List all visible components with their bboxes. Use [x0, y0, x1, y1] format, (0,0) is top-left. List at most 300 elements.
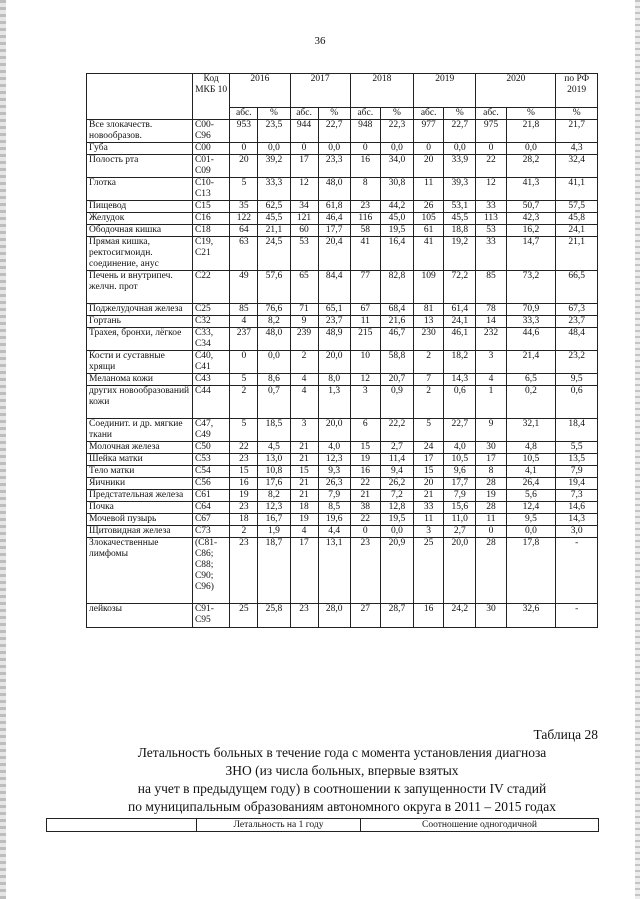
abs-value-cell: 63 [230, 237, 258, 271]
rf-value-cell: 67,3 [556, 304, 598, 316]
pct-value-cell: 20,0 [318, 419, 350, 442]
abs-value-cell: 4 [290, 386, 318, 419]
pct-value-cell: 48,9 [318, 328, 350, 351]
abs-value-cell: 85 [230, 304, 258, 316]
abs-value-cell: 11 [476, 514, 506, 526]
abs-value-cell: 17 [290, 538, 318, 604]
abs-value-cell: 116 [350, 213, 380, 225]
abs-value-cell: 948 [350, 120, 380, 143]
pct-value-cell: 10,8 [258, 466, 290, 478]
icd-code-cell: C67 [192, 514, 229, 526]
abs-value-cell: 15 [230, 466, 258, 478]
abs-value-cell: 19 [476, 490, 506, 502]
pct-value-cell: 23,3 [318, 155, 350, 178]
abs-value-cell: 2 [414, 386, 444, 419]
abs-value-cell: 6 [350, 419, 380, 442]
rf-value-cell: 5,5 [556, 442, 598, 454]
pct-value-cell: 5,6 [506, 490, 556, 502]
pct-value-cell: 10,5 [506, 454, 556, 466]
table-row [87, 538, 598, 604]
rf-value-cell: 66,5 [556, 271, 598, 304]
subheader-pct: % [380, 108, 413, 120]
abs-value-cell: 21 [414, 490, 444, 502]
scan-edge-left [0, 0, 6, 899]
abs-value-cell: 0 [476, 143, 506, 155]
subheader-pct: % [258, 108, 290, 120]
pct-value-cell: 68,4 [380, 304, 413, 316]
abs-value-cell: 23 [230, 538, 258, 604]
abs-value-cell: 21 [290, 478, 318, 490]
site-name-cell: Пищевод [87, 201, 193, 213]
pct-value-cell: 26,2 [380, 478, 413, 490]
icd-code-cell: C54 [192, 466, 229, 478]
pct-value-cell: 4,5 [258, 442, 290, 454]
abs-value-cell: 22 [476, 155, 506, 178]
site-name-cell: лейкозы [87, 604, 193, 628]
pct-value-cell: 4,4 [318, 526, 350, 538]
pct-value-cell: 61,4 [444, 304, 476, 316]
icd-code-cell: C18 [192, 225, 229, 237]
subheader-abs: абс. [476, 108, 506, 120]
pct-value-cell: 41,3 [506, 178, 556, 201]
pct-value-cell: 9,3 [318, 466, 350, 478]
pct-value-cell: 0,0 [380, 143, 413, 155]
pct-value-cell: 26,3 [318, 478, 350, 490]
pct-value-cell: 30,8 [380, 178, 413, 201]
abs-value-cell: 33 [476, 237, 506, 271]
rf-value-cell: 41,1 [556, 178, 598, 201]
pct-value-cell: 0,0 [258, 351, 290, 374]
pct-value-cell: 19,5 [380, 225, 413, 237]
pct-value-cell: 22,7 [444, 419, 476, 442]
site-name-cell: Полость рта [87, 155, 193, 178]
abs-value-cell: 0 [230, 351, 258, 374]
abs-value-cell: 21 [350, 490, 380, 502]
pct-value-cell: 13,1 [318, 538, 350, 604]
pct-value-cell: 62,5 [258, 201, 290, 213]
pct-value-cell: 28,7 [380, 604, 413, 628]
pct-value-cell: 65,1 [318, 304, 350, 316]
abs-value-cell: 5 [230, 178, 258, 201]
rf-value-cell: 18,4 [556, 419, 598, 442]
abs-value-cell: 3 [290, 419, 318, 442]
site-name-cell: Ободочная кишка [87, 225, 193, 237]
pct-value-cell: 45,5 [444, 213, 476, 225]
pct-value-cell: 32,6 [506, 604, 556, 628]
icd-code-cell: C43 [192, 374, 229, 386]
site-name-cell: Прямая кишка, ректосигмоидн. соединение, анус [87, 237, 193, 271]
pct-value-cell: 0,0 [506, 526, 556, 538]
pct-value-cell: 9,5 [506, 514, 556, 526]
abs-value-cell: 18 [290, 502, 318, 514]
abs-value-cell: 23 [350, 538, 380, 604]
pct-value-cell: 4,0 [444, 442, 476, 454]
pct-value-cell: 19,5 [380, 514, 413, 526]
icd-code-cell: C15 [192, 201, 229, 213]
abs-value-cell: 30 [476, 442, 506, 454]
pct-value-cell: 15,6 [444, 502, 476, 514]
icd-code-cell: C47, C49 [192, 419, 229, 442]
pct-value-cell: 25,8 [258, 604, 290, 628]
abs-value-cell: 64 [230, 225, 258, 237]
table-row [87, 502, 598, 514]
abs-value-cell: 13 [414, 316, 444, 328]
abs-value-cell: 38 [350, 502, 380, 514]
abs-value-cell: 16 [414, 604, 444, 628]
abs-value-cell: 17 [476, 454, 506, 466]
pct-value-cell: 18,8 [444, 225, 476, 237]
pct-value-cell: 33,9 [444, 155, 476, 178]
pct-value-cell: 16,4 [380, 237, 413, 271]
pct-value-cell: 45,0 [380, 213, 413, 225]
abs-value-cell: 33 [476, 201, 506, 213]
pct-value-cell: 0,0 [444, 143, 476, 155]
pct-value-cell: 46,4 [318, 213, 350, 225]
abs-value-cell: 20 [414, 478, 444, 490]
pct-value-cell: 33,3 [258, 178, 290, 201]
abs-value-cell: 0 [414, 143, 444, 155]
site-name-cell: Печень и внутрипеч. желчн. прот [87, 271, 193, 304]
pct-value-cell: 42,3 [506, 213, 556, 225]
site-name-cell: Все злокачеств. новообразов. [87, 120, 193, 143]
pct-value-cell: 17,7 [444, 478, 476, 490]
table-row [87, 143, 598, 155]
abs-value-cell: 16 [350, 155, 380, 178]
rf-value-cell: 21,7 [556, 120, 598, 143]
site-name-cell: Яичники [87, 478, 193, 490]
caption-line-3: на учет в предыдущем году) в соотношении к запущенности IV стадий [137, 781, 547, 796]
abs-value-cell: 27 [350, 604, 380, 628]
abs-value-cell: 2 [230, 386, 258, 419]
abs-value-cell: 58 [350, 225, 380, 237]
abs-value-cell: 3 [350, 386, 380, 419]
abs-value-cell: 28 [476, 502, 506, 514]
pct-value-cell: 0,0 [258, 143, 290, 155]
pct-value-cell: 26,4 [506, 478, 556, 490]
abs-value-cell: 14 [476, 316, 506, 328]
rf-value-cell: 23,2 [556, 351, 598, 374]
abs-value-cell: 19 [350, 454, 380, 466]
table-row [87, 374, 598, 386]
year-header-2018: 2018 [350, 74, 413, 108]
table-row [87, 514, 598, 526]
pct-value-cell: 11,4 [380, 454, 413, 466]
abs-value-cell: 19 [230, 490, 258, 502]
icd-code-cell: C00-C96 [192, 120, 229, 143]
year-header-2016: 2016 [230, 74, 290, 108]
abs-value-cell: 0 [350, 526, 380, 538]
rf-value-cell: 14,6 [556, 502, 598, 514]
pct-value-cell: 4,8 [506, 442, 556, 454]
pct-value-cell: 8,2 [258, 490, 290, 502]
pct-value-cell: 20,7 [380, 374, 413, 386]
pct-value-cell: 18,5 [258, 419, 290, 442]
abs-value-cell: 8 [476, 466, 506, 478]
abs-value-cell: 22 [230, 442, 258, 454]
pct-value-cell: 22,7 [318, 120, 350, 143]
abs-value-cell: 1 [476, 386, 506, 419]
abs-value-cell: 215 [350, 328, 380, 351]
abs-value-cell: 239 [290, 328, 318, 351]
abs-value-cell: 15 [350, 442, 380, 454]
abs-value-cell: 53 [476, 225, 506, 237]
abs-value-cell: 41 [350, 237, 380, 271]
site-name-cell: Тело матки [87, 466, 193, 478]
icd-code-cell: C50 [192, 442, 229, 454]
table-row [87, 178, 598, 201]
table-number-label: Таблица 28 [533, 727, 598, 742]
abs-value-cell: 232 [476, 328, 506, 351]
abs-value-cell: 5 [230, 374, 258, 386]
abs-value-cell: 11 [414, 178, 444, 201]
rf-value-cell: - [556, 604, 598, 628]
icd-code-cell: C73 [192, 526, 229, 538]
abs-value-cell: 2 [230, 526, 258, 538]
pct-value-cell: 4,1 [506, 466, 556, 478]
pct-value-cell: 57,6 [258, 271, 290, 304]
pct-value-cell: 0,6 [444, 386, 476, 419]
table-row [87, 304, 598, 316]
icd-code-cell: C25 [192, 304, 229, 316]
site-name-cell: Почка [87, 502, 193, 514]
rf-value-cell: 7,3 [556, 490, 598, 502]
pct-value-cell: 48,0 [318, 178, 350, 201]
abs-value-cell: 0 [350, 143, 380, 155]
abs-value-cell: 22 [350, 478, 380, 490]
abs-value-cell: 953 [230, 120, 258, 143]
abs-value-cell: 5 [414, 419, 444, 442]
table-row [87, 466, 598, 478]
caption-line-1: Летальность больных в течение года с момента установления диагноза [137, 745, 547, 760]
pct-value-cell: 72,2 [444, 271, 476, 304]
page-number: 36 [314, 35, 326, 47]
site-name-cell: Злокачественные лимфомы [87, 538, 193, 604]
rf-value-cell: 4,3 [556, 143, 598, 155]
pct-value-cell: 21,6 [380, 316, 413, 328]
subheader-abs: абс. [414, 108, 444, 120]
abs-value-cell: 21 [290, 490, 318, 502]
pct-value-cell: 19,2 [444, 237, 476, 271]
icd-code-cell: C44 [192, 386, 229, 419]
pct-value-cell: 61,8 [318, 201, 350, 213]
abs-value-cell: 15 [290, 466, 318, 478]
pct-value-cell: 46,1 [444, 328, 476, 351]
abs-value-cell: 20 [230, 155, 258, 178]
icd-code-cell: C33, C34 [192, 328, 229, 351]
icd-code-cell: C10-C13 [192, 178, 229, 201]
pct-value-cell: 73,2 [506, 271, 556, 304]
icd-code-cell: C01-C09 [192, 155, 229, 178]
abs-value-cell: 25 [414, 538, 444, 604]
pct-value-cell: 28,2 [506, 155, 556, 178]
abs-value-cell: 35 [230, 201, 258, 213]
pct-value-cell: 8,0 [318, 374, 350, 386]
abs-value-cell: 28 [476, 538, 506, 604]
pct-value-cell: 18,7 [258, 538, 290, 604]
caption-line-2: ЗНО (из числа больных, впервые взятых [225, 763, 459, 778]
site-name-cell: Желудок [87, 213, 193, 225]
rf-value-cell: 13,5 [556, 454, 598, 466]
pct-value-cell: 21,8 [506, 120, 556, 143]
pct-value-cell: 39,2 [258, 155, 290, 178]
pct-value-cell: 17,8 [506, 538, 556, 604]
rf-2019-header: по РФ 2019 [556, 74, 598, 108]
abs-value-cell: 12 [350, 374, 380, 386]
abs-value-cell: 10 [350, 351, 380, 374]
table-row [87, 478, 598, 490]
abs-value-cell: 33 [414, 502, 444, 514]
pct-value-cell: 23,5 [258, 120, 290, 143]
table-row [87, 225, 598, 237]
rf-value-cell: 7,9 [556, 466, 598, 478]
abs-value-cell: 17 [290, 155, 318, 178]
site-name-cell: Щитовидная железа [87, 526, 193, 538]
abs-value-cell: 21 [290, 442, 318, 454]
pct-value-cell: 16,7 [258, 514, 290, 526]
pct-value-cell: 33,3 [506, 316, 556, 328]
site-name-cell: Соединит. и др. мягкие ткани [87, 419, 193, 442]
pct-value-cell: 14,3 [444, 374, 476, 386]
icd-code-cell: C00 [192, 143, 229, 155]
pct-value-cell: 8,2 [258, 316, 290, 328]
abs-value-cell: 34 [290, 201, 318, 213]
subheader-pct: % [318, 108, 350, 120]
abs-value-cell: 67 [350, 304, 380, 316]
pct-value-cell: 84,4 [318, 271, 350, 304]
year-header-2020: 2020 [476, 74, 556, 108]
pct-value-cell: 20,4 [318, 237, 350, 271]
site-name-cell: Предстательная железа [87, 490, 193, 502]
pct-value-cell: 82,8 [380, 271, 413, 304]
rf-value-cell: 23,7 [556, 316, 598, 328]
abs-value-cell: 4 [290, 374, 318, 386]
scan-edge-right [635, 0, 640, 899]
abs-value-cell: 122 [230, 213, 258, 225]
pct-value-cell: 22,3 [380, 120, 413, 143]
abs-value-cell: 977 [414, 120, 444, 143]
abs-value-cell: 12 [476, 178, 506, 201]
abs-value-cell: 11 [350, 316, 380, 328]
pct-value-cell: 45,5 [258, 213, 290, 225]
rf-value-cell: 9,5 [556, 374, 598, 386]
icd-code-header: Код МКБ 10 [192, 74, 229, 120]
caption-line-4: по муниципальным образованиям автономного округа в 2011 – 2015 годах [127, 799, 556, 814]
empty-header-cell [87, 74, 193, 120]
icd-code-cell: C32 [192, 316, 229, 328]
rf-value-cell: 57,5 [556, 201, 598, 213]
icd-code-cell: (C81-C86; C88; C90; C96) [192, 538, 229, 604]
abs-value-cell: 109 [414, 271, 444, 304]
table-row [87, 526, 598, 538]
abs-value-cell: 0 [230, 143, 258, 155]
pct-value-cell: 24,5 [258, 237, 290, 271]
abs-value-cell: 21 [290, 454, 318, 466]
table-row [87, 237, 598, 271]
table-row [87, 442, 598, 454]
icd-code-cell: C19, C21 [192, 237, 229, 271]
pct-value-cell: 0,0 [318, 143, 350, 155]
pct-value-cell: 20,9 [380, 538, 413, 604]
abs-value-cell: 4 [476, 374, 506, 386]
table-row [87, 351, 598, 374]
rf-value-cell: - [556, 538, 598, 604]
pct-value-cell: 46,7 [380, 328, 413, 351]
abs-value-cell: 41 [414, 237, 444, 271]
pct-value-cell: 12,8 [380, 502, 413, 514]
icd-code-cell: C61 [192, 490, 229, 502]
abs-value-cell: 9 [476, 419, 506, 442]
table-row [87, 328, 598, 351]
abs-value-cell: 8 [350, 178, 380, 201]
abs-value-cell: 24 [414, 442, 444, 454]
abs-value-cell: 5 [230, 419, 258, 442]
abs-value-cell: 16 [350, 466, 380, 478]
next-table-col-1 [47, 819, 197, 832]
mortality-statistics-table [86, 73, 598, 628]
rf-value-cell: 19,4 [556, 478, 598, 490]
next-table-header [46, 818, 599, 832]
abs-value-cell: 230 [414, 328, 444, 351]
pct-value-cell: 32,1 [506, 419, 556, 442]
abs-value-cell: 60 [290, 225, 318, 237]
pct-value-cell: 44,2 [380, 201, 413, 213]
icd-code-cell: C16 [192, 213, 229, 225]
pct-value-cell: 9,4 [380, 466, 413, 478]
table-row [87, 120, 598, 143]
site-name-cell: Поджелудочная железа [87, 304, 193, 316]
site-name-cell: Губа [87, 143, 193, 155]
table-row [87, 316, 598, 328]
abs-value-cell: 9 [290, 316, 318, 328]
pct-value-cell: 2,7 [444, 526, 476, 538]
abs-value-cell: 11 [414, 514, 444, 526]
abs-value-cell: 121 [290, 213, 318, 225]
abs-value-cell: 78 [476, 304, 506, 316]
abs-value-cell: 81 [414, 304, 444, 316]
abs-value-cell: 53 [290, 237, 318, 271]
icd-code-cell: C64 [192, 502, 229, 514]
pct-value-cell: 6,5 [506, 374, 556, 386]
pct-value-cell: 1,9 [258, 526, 290, 538]
site-name-cell: Мочевой пузырь [87, 514, 193, 526]
pct-value-cell: 22,2 [380, 419, 413, 442]
abs-value-cell: 237 [230, 328, 258, 351]
pct-value-cell: 17,6 [258, 478, 290, 490]
pct-value-cell: 21,1 [258, 225, 290, 237]
site-name-cell: Гортань [87, 316, 193, 328]
abs-value-cell: 65 [290, 271, 318, 304]
pct-value-cell: 12,3 [318, 454, 350, 466]
site-name-cell: Шейка матки [87, 454, 193, 466]
year-header-2019: 2019 [414, 74, 476, 108]
pct-value-cell: 17,7 [318, 225, 350, 237]
site-name-cell: Молочная железа [87, 442, 193, 454]
subheader-rf-pct: % [556, 108, 598, 120]
table-row [87, 386, 598, 419]
abs-value-cell: 2 [414, 351, 444, 374]
abs-value-cell: 18 [230, 514, 258, 526]
pct-value-cell: 22,7 [444, 120, 476, 143]
abs-value-cell: 15 [414, 466, 444, 478]
pct-value-cell: 12,4 [506, 502, 556, 514]
abs-value-cell: 17 [414, 454, 444, 466]
abs-value-cell: 23 [350, 201, 380, 213]
table-row [87, 419, 598, 442]
subheader-pct: % [444, 108, 476, 120]
pct-value-cell: 10,5 [444, 454, 476, 466]
subheader-abs: абс. [230, 108, 258, 120]
pct-value-cell: 0,0 [506, 143, 556, 155]
